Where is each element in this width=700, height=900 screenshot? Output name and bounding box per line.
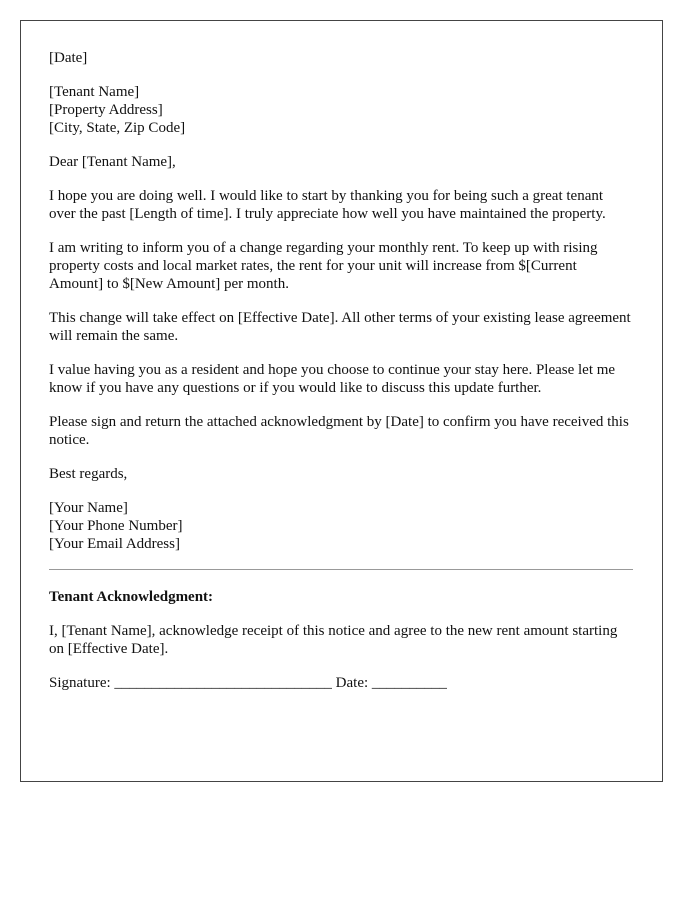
date-label: Date: (335, 675, 369, 691)
sender-name: [Your Name] (49, 500, 128, 516)
body-paragraph: Please sign and return the attached acknowledgment by [Date] to confirm you have received this notice. (49, 414, 629, 448)
sender-block (49, 499, 633, 553)
body-paragraph: I am writing to inform you of a change regarding your monthly rent. To keep up with rising property costs and local market rates, the rent for your unit will increase from $[Current Amount] to $[New Amount] per month. (49, 240, 598, 292)
sender-email: [Your Email Address] (49, 536, 180, 552)
salutation: Dear [Tenant Name], (49, 154, 176, 170)
acknowledgment-heading: Tenant Acknowledgment: (49, 589, 214, 605)
letter-document (20, 20, 663, 782)
recipient-property-address: [Property Address] (49, 102, 163, 118)
signature-label: Signature: (49, 675, 111, 691)
signature-line: _____________________________ (114, 675, 332, 691)
section-divider (49, 569, 633, 570)
date-line: __________ (371, 675, 447, 691)
body-paragraph: This change will take effect on [Effective Date]. All other terms of your existing lease agreement will remain the same. (49, 310, 631, 344)
recipient-name: [Tenant Name] (49, 84, 140, 100)
body-paragraph: I value having you as a resident and hope you choose to continue your stay here. Please let me know if you have any questions or if you would like to discuss this update further. (49, 362, 616, 396)
signature-row (49, 674, 633, 692)
recipient-city-state-zip: [City, State, Zip Code] (49, 120, 186, 136)
recipient-address (49, 83, 633, 137)
sender-phone: [Your Phone Number] (49, 518, 183, 534)
body-paragraph: I hope you are doing well. I would like to start by thanking you for being such a great tenant over the past [Length of time]. I truly appreciate how well you have maintained the property. (49, 188, 606, 222)
acknowledgment-text: I, [Tenant Name], acknowledge receipt of this notice and agree to the new rent amount starting on [Effective Date]. (49, 623, 618, 657)
closing: Best regards, (49, 466, 128, 482)
letter-date: [Date] (49, 50, 88, 66)
